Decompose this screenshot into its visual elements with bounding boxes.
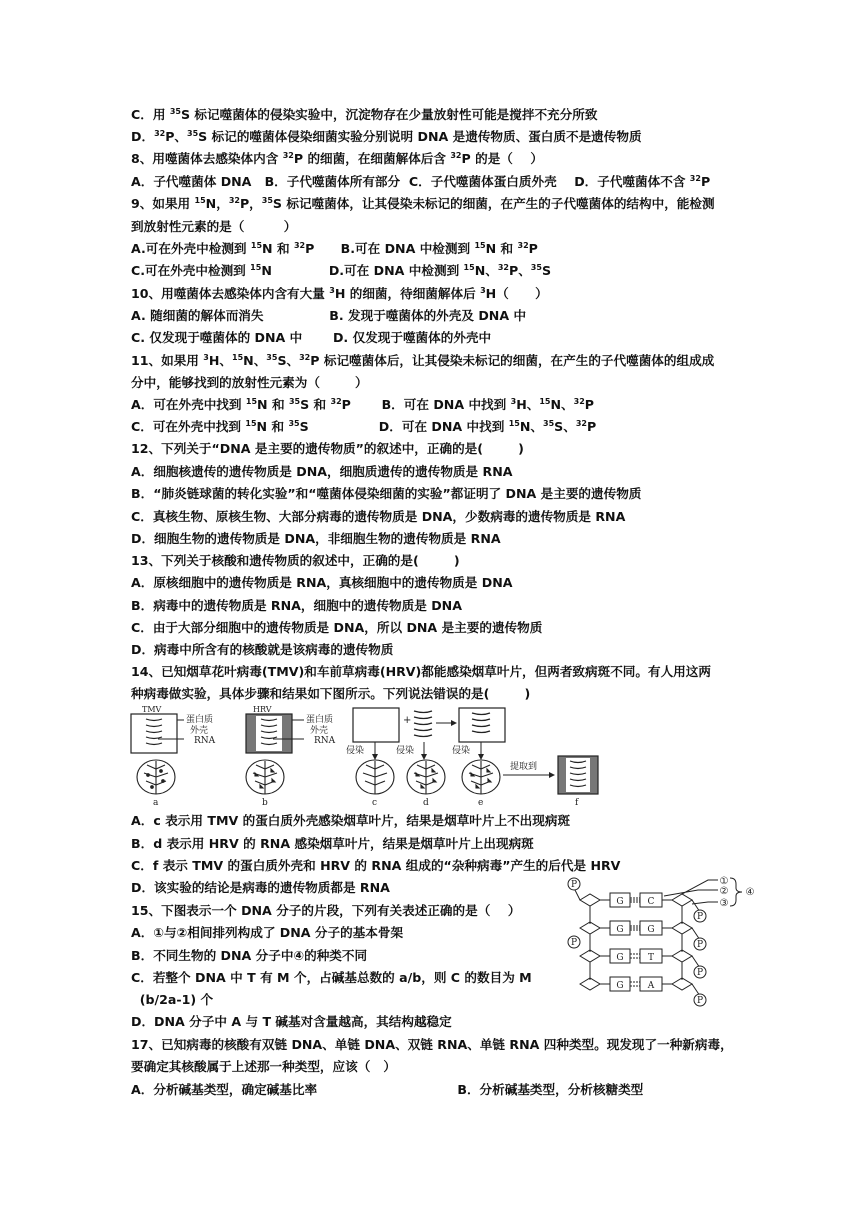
svg-text:P: P bbox=[696, 912, 704, 922]
text-line-29: B．d 表示用 HRV 的 RNA 感染烟草叶片，结果是烟草叶片上出现病斑 bbox=[131, 836, 534, 851]
tmv-label: TMV bbox=[142, 705, 162, 714]
text-line-38: 17、已知病毒的核酸有双链 DNA、单链 DNA、双链 RNA、单链 RNA 四种类型。现发现了一种新病毒， bbox=[131, 1037, 733, 1052]
svg-text:A: A bbox=[647, 981, 655, 991]
fig-label-d: d bbox=[423, 798, 429, 808]
leaf-b bbox=[246, 760, 284, 794]
svg-text:RNA: RNA bbox=[194, 736, 216, 746]
text-line-3: 8、用噬菌体去感染体内含 $^{32}$P 的细菌，在细菌解体后含 $^{32}$P 的是（ ） bbox=[131, 151, 544, 166]
text-line-21: 13、下列关于核酸和遗传物质的叙述中，正确的是( ) bbox=[131, 553, 460, 568]
text-line-7: A.可在外壳中检测到 $^{15}$N 和 $^{32}$P B.可在 DNA 中检测到 $^{15}$N 和 $^{32}$P bbox=[131, 241, 538, 256]
text-line-39: 要确定其核酸属于上述那一种类型，应该（ ） bbox=[131, 1059, 397, 1074]
text-line-13: 分中，能够找到的放射性元素为（ ） bbox=[131, 375, 368, 390]
text-line-37: D．DNA 分子中 A 与 T 碱基对含量越高，其结构越稳定 bbox=[131, 1014, 452, 1029]
text-line-36: (b/2a-1) 个 bbox=[131, 992, 214, 1007]
fig-label-c: c bbox=[372, 798, 378, 808]
text-line-28: A．c 表示用 TMV 的蛋白质外壳感染烟草叶片，结果是烟草叶片上不出现病斑 bbox=[131, 813, 571, 828]
svg-text:G: G bbox=[616, 953, 624, 963]
text-line-26: 14、已知烟草花叶病毒(TMV)和车前草病毒(HRV)都能感染烟草叶片，但两者致病斑不同。有人用这两 bbox=[131, 664, 711, 679]
svg-text:侵染: 侵染 bbox=[346, 746, 365, 756]
svg-text:G: G bbox=[616, 981, 624, 991]
text-line-31: D．该实验的结论是病毒的遗传物质都是 RNA bbox=[131, 880, 390, 895]
text-line-18: B．“肺炎链球菌的转化实验”和“噬菌体侵染细菌的实验”都证明了 DNA 是主要的遗传物质 bbox=[131, 486, 642, 501]
text-line-1: C．用 $^{35}$S 标记噬菌体的侵染实验中，沉淀物存在少量放射性可能是搅拌不充分所致 bbox=[131, 107, 598, 122]
svg-text:侵染: 侵染 bbox=[396, 746, 415, 756]
text-line-12: 11、如果用 $^3$H、$^{15}$N、$^{35}$S、$^{32}$P 标记噬菌体后，让其侵染未标记的细菌，在产生的子代噬菌体的组成成 bbox=[131, 353, 715, 368]
svg-text:P: P bbox=[570, 938, 578, 948]
svg-text:外壳: 外壳 bbox=[190, 726, 209, 736]
svg-text:G: G bbox=[647, 925, 655, 935]
text-line-27: 种病毒做实验，具体步骤和结果如下图所示。下列说法错误的是( ) bbox=[131, 686, 531, 701]
svg-text:G: G bbox=[616, 925, 624, 935]
svg-text:P: P bbox=[696, 940, 704, 950]
text-line-20: D．细胞生物的遗传物质是 DNA，非细胞生物的遗传物质是 RNA bbox=[131, 531, 501, 546]
svg-text:外壳: 外壳 bbox=[310, 726, 329, 736]
text-line-11: C. 仅发现于噬菌体的 DNA 中 D. 仅发现于噬菌体的外壳中 bbox=[131, 330, 492, 345]
svg-text:④: ④ bbox=[745, 887, 755, 898]
leaf-c bbox=[356, 760, 394, 794]
svg-text:P: P bbox=[696, 968, 704, 978]
svg-text:G: G bbox=[616, 897, 624, 907]
svg-text:C: C bbox=[647, 897, 655, 907]
text-line-9: 10、用噬菌体去感染体内含有大量 $^3$H 的细菌，待细菌解体后 $^3$H（ ） bbox=[131, 286, 548, 301]
text-line-4: A．子代噬菌体 DNA B．子代噬菌体所有部分 C．子代噬菌体蛋白质外壳 D．子代噬菌体不含 $^{32}$P bbox=[131, 174, 711, 189]
text-line-33: A．①与②相间排列构成了 DNA 分子的基本骨架 bbox=[131, 925, 404, 940]
text-line-25: D．病毒中所含有的核酸就是该病毒的遗传物质 bbox=[131, 642, 394, 657]
svg-text:蛋白质: 蛋白质 bbox=[186, 715, 214, 725]
svg-text:蛋白质: 蛋白质 bbox=[306, 715, 334, 725]
text-line-40: A．分析碱基类型，确定碱基比率 B．分析碱基类型，分析核糖类型 bbox=[131, 1082, 644, 1097]
text-line-22: A．原核细胞中的遗传物质是 RNA，真核细胞中的遗传物质是 DNA bbox=[131, 575, 513, 590]
svg-text:RNA: RNA bbox=[314, 736, 336, 746]
leaf-e bbox=[462, 760, 500, 794]
svg-text:P: P bbox=[570, 880, 578, 890]
svg-text:①: ① bbox=[719, 876, 729, 887]
text-line-23: B．病毒中的遗传物质是 RNA，细胞中的遗传物质是 DNA bbox=[131, 598, 462, 613]
leaf-a bbox=[137, 760, 175, 794]
fig-label-a: a bbox=[153, 798, 159, 808]
svg-text:②: ② bbox=[719, 886, 729, 897]
text-line-35: C．若整个 DNA 中 T 有 M 个，占碱基总数的 a/b，则 C 的数目为 M bbox=[131, 970, 532, 985]
svg-text:P: P bbox=[696, 996, 704, 1006]
svg-text:③: ③ bbox=[719, 898, 729, 909]
text-line-8: C.可在外壳中检测到 $^{15}$N D.可在 DNA 中检测到 $^{15}$N、$^{32}$P、$^{35}$S bbox=[131, 263, 552, 278]
svg-text:提取到: 提取到 bbox=[510, 762, 538, 772]
text-line-2: D．$^{32}$P、$^{35}$S 标记的噬菌体侵染细菌实验分别说明 DNA 是遗传物质、蛋白质不是遗传物质 bbox=[131, 129, 642, 144]
text-line-34: B．不同生物的 DNA 分子中④的种类不同 bbox=[131, 948, 368, 963]
text-line-5: 9、如果用 $^{15}$N，$^{32}$P，$^{35}$S 标记噬菌体，让其侵染未标记的细菌，在产生的子代噬菌体的结构中，能检测 bbox=[131, 196, 715, 211]
dna-fragment-figure bbox=[568, 872, 768, 1010]
leaf-d bbox=[407, 760, 445, 794]
text-line-16: 12、下列关于“DNA 是主要的遗传物质”的叙述中，正确的是( ) bbox=[131, 441, 524, 456]
fig-label-b: b bbox=[262, 798, 268, 808]
text-line-17: A．细胞核遗传的遗传物质是 DNA，细胞质遗传的遗传物质是 RNA bbox=[131, 464, 513, 479]
text-line-15: C．可在外壳中找到 $^{15}$N 和 $^{35}$S D．可在 DNA 中找到 $^{15}$N、$^{35}$S、$^{32}$P bbox=[131, 419, 597, 434]
svg-text:+: + bbox=[403, 715, 412, 726]
text-line-19: C．真核生物、原核生物、大部分病毒的遗传物质是 DNA，少数病毒的遗传物质是 RNA bbox=[131, 509, 626, 524]
text-line-30: C．f 表示 TMV 的蛋白质外壳和 HRV 的 RNA 组成的“杂种病毒”产生的后代是 HRV bbox=[131, 858, 621, 873]
text-line-10: A. 随细菌的解体而消失 B. 发现于噬菌体的外壳及 DNA 中 bbox=[131, 308, 527, 323]
text-line-6: 到放射性元素的是（ ） bbox=[131, 219, 297, 234]
virus-experiment-figure bbox=[128, 703, 598, 807]
text-line-14: A．可在外壳中找到 $^{15}$N 和 $^{35}$S 和 $^{32}$P B．可在 DNA 中找到 $^3$H、$^{15}$N、$^{32}$P bbox=[131, 397, 595, 412]
text-line-24: C．由于大部分细胞中的遗传物质是 DNA，所以 DNA 是主要的遗传物质 bbox=[131, 620, 543, 635]
fig-label-e: e bbox=[478, 798, 484, 808]
fig-label-f: f bbox=[575, 798, 579, 808]
hrv-label: HRV bbox=[253, 705, 272, 714]
svg-text:侵染: 侵染 bbox=[452, 746, 471, 756]
text-line-32: 15、下图表示一个 DNA 分子的片段，下列有关表述正确的是（ ） bbox=[131, 903, 521, 918]
svg-text:T: T bbox=[647, 953, 655, 963]
